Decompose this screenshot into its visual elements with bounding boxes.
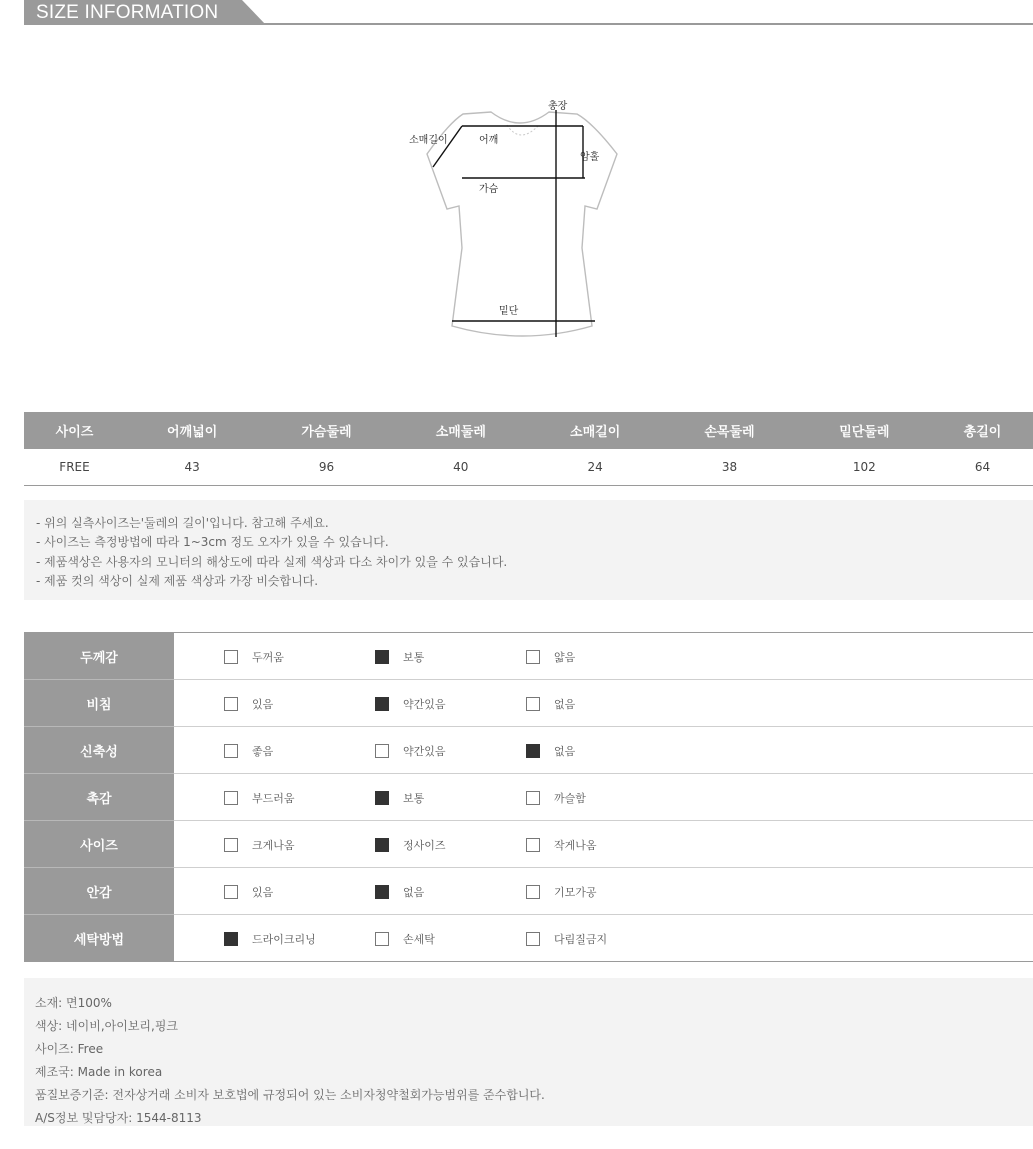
option-label: 없음: [403, 886, 425, 899]
option-label: 보통: [403, 651, 425, 664]
info-material: 소재: 면100%: [35, 996, 112, 1010]
option-label: 약간있음: [403, 745, 446, 758]
option-label: 없음: [554, 745, 576, 758]
property-row: [24, 915, 1033, 962]
property-label: 세탁방법: [24, 915, 174, 962]
option-label: 정사이즈: [403, 839, 446, 852]
option-label: 기모가공: [554, 886, 597, 899]
option-label: 다림질금지: [554, 933, 608, 946]
option-label: 작게나옴: [554, 839, 597, 852]
checked-checkbox[interactable]: [375, 697, 389, 711]
property-option[interactable]: [526, 884, 597, 900]
unchecked-checkbox[interactable]: [224, 885, 238, 899]
property-option[interactable]: [526, 649, 575, 665]
size-table: [24, 412, 1033, 486]
table-row: [24, 449, 1033, 485]
property-row: [24, 680, 1033, 727]
title-tab-slant: [242, 0, 266, 25]
property-label: 비침: [24, 680, 174, 727]
note-line: - 제품색상은 사용자의 모니터의 해상도에 따라 실제 색상과 다소 차이가 있을 수 있습니다.: [36, 554, 508, 569]
unchecked-checkbox[interactable]: [224, 744, 238, 758]
property-option[interactable]: [224, 743, 273, 759]
property-row: [24, 727, 1033, 774]
unchecked-checkbox[interactable]: [224, 650, 238, 664]
size-cell: FREE: [24, 449, 125, 485]
property-label: 사이즈: [24, 821, 174, 868]
option-label: 손세탁: [403, 933, 435, 946]
property-row: [24, 821, 1033, 868]
property-option[interactable]: [224, 696, 273, 712]
checked-checkbox[interactable]: [526, 744, 540, 758]
option-label: 있음: [252, 698, 274, 711]
property-row: [24, 633, 1033, 680]
unchecked-checkbox[interactable]: [526, 791, 540, 805]
size-header-cell: 가슴둘레: [259, 412, 393, 449]
property-options: [174, 680, 1033, 727]
size-header-cell: 손목둘레: [662, 412, 796, 449]
option-label: 까슬함: [554, 792, 586, 805]
product-info: [24, 978, 1033, 1126]
unchecked-checkbox[interactable]: [375, 932, 389, 946]
size-header-cell: 사이즈: [24, 412, 125, 449]
info-size: 사이즈: Free: [35, 1042, 104, 1056]
property-option[interactable]: [375, 790, 424, 806]
label-chest: 가슴: [479, 184, 499, 195]
unchecked-checkbox[interactable]: [224, 697, 238, 711]
checked-checkbox[interactable]: [224, 932, 238, 946]
label-shoulder: 어깨: [479, 135, 499, 146]
size-header-cell: 밑단둘레: [797, 412, 932, 449]
info-quality-standard: 품질보증기준: 전자상거래 소비자 보호법에 규정되어 있는 소비자청약철회가능범위를 준수합니다.: [35, 1088, 545, 1102]
note-line: - 위의 실측사이즈는'둘레의 길이'입니다. 참고해 주세요.: [36, 516, 329, 530]
option-label: 두꺼움: [252, 651, 284, 664]
section-title: SIZE INFORMATION: [36, 2, 219, 23]
property-label: 두께감: [24, 633, 174, 680]
property-options: [174, 727, 1033, 774]
size-header-cell: 총길이: [932, 412, 1033, 449]
property-options: [174, 774, 1033, 821]
property-option[interactable]: [224, 649, 284, 665]
unchecked-checkbox[interactable]: [526, 885, 540, 899]
note-line: - 사이즈는 측정방법에 따라 1~3cm 정도 오자가 있을 수 있습니다.: [36, 535, 389, 550]
unchecked-checkbox[interactable]: [224, 838, 238, 852]
checked-checkbox[interactable]: [375, 791, 389, 805]
size-header-cell: 소매길이: [528, 412, 662, 449]
property-option[interactable]: [375, 696, 446, 712]
property-option[interactable]: [224, 884, 273, 900]
option-label: 크게나옴: [252, 839, 295, 852]
property-option[interactable]: [375, 743, 446, 759]
option-label: 보통: [403, 792, 425, 805]
option-label: 약간있음: [403, 698, 446, 711]
label-armhole: 암홀: [580, 152, 600, 163]
property-option[interactable]: [224, 790, 295, 806]
property-option[interactable]: [526, 837, 597, 853]
unchecked-checkbox[interactable]: [526, 697, 540, 711]
unchecked-checkbox[interactable]: [526, 838, 540, 852]
checked-checkbox[interactable]: [375, 838, 389, 852]
property-label: 신축성: [24, 727, 174, 774]
property-option[interactable]: [526, 931, 607, 947]
size-header-cell: 어깨넓이: [125, 412, 259, 449]
option-label: 없음: [554, 698, 576, 711]
property-options: [174, 868, 1033, 915]
label-hem: 밑단: [499, 306, 519, 317]
size-cell: 64: [932, 449, 1033, 485]
property-label: 촉감: [24, 774, 174, 821]
size-cell: 38: [662, 449, 796, 485]
property-options: [174, 821, 1033, 868]
property-option[interactable]: [224, 931, 316, 947]
section-title-bar: [24, 0, 1033, 26]
size-notes: [24, 500, 1033, 600]
size-header-cell: 소매둘레: [394, 412, 528, 449]
unchecked-checkbox[interactable]: [526, 932, 540, 946]
size-cell: 102: [797, 449, 932, 485]
option-label: 부드러움: [252, 792, 295, 805]
property-option[interactable]: [375, 837, 446, 853]
option-label: 얇음: [554, 651, 576, 664]
property-option[interactable]: [526, 790, 586, 806]
property-option[interactable]: [224, 837, 295, 853]
info-color: 색상: 네이비,아이보리,핑크: [35, 1019, 178, 1033]
unchecked-checkbox[interactable]: [375, 744, 389, 758]
info-as-contact: A/S정보 및담당자: 1544-8113: [35, 1111, 202, 1125]
size-cell: 96: [259, 449, 393, 485]
size-cell: 40: [394, 449, 528, 485]
property-option[interactable]: [375, 649, 424, 665]
property-label: 안감: [24, 868, 174, 915]
note-line: - 제품 컷의 색상이 실제 제품 색상과 가장 비슷합니다.: [36, 573, 319, 588]
label-total-length: 총장: [548, 101, 568, 112]
property-option[interactable]: [375, 884, 424, 900]
property-option[interactable]: [526, 696, 575, 712]
property-row: [24, 868, 1033, 915]
property-option[interactable]: [375, 931, 435, 947]
unchecked-checkbox[interactable]: [526, 650, 540, 664]
property-options: [174, 633, 1033, 680]
unchecked-checkbox[interactable]: [224, 791, 238, 805]
size-table-header-row: [24, 412, 1033, 449]
checked-checkbox[interactable]: [375, 650, 389, 664]
checked-checkbox[interactable]: [375, 885, 389, 899]
option-label: 드라이크리닝: [252, 933, 316, 946]
property-option[interactable]: [526, 743, 575, 759]
fabric-properties-table: [24, 632, 1033, 962]
property-options: [174, 915, 1033, 962]
option-label: 있음: [252, 886, 274, 899]
info-origin: 제조국: Made in korea: [35, 1065, 163, 1079]
size-cell: 24: [528, 449, 662, 485]
size-diagram: [395, 90, 635, 350]
option-label: 좋음: [252, 745, 274, 758]
size-cell: 43: [125, 449, 259, 485]
label-sleeve-length: 소매길이: [409, 135, 448, 146]
property-row: [24, 774, 1033, 821]
